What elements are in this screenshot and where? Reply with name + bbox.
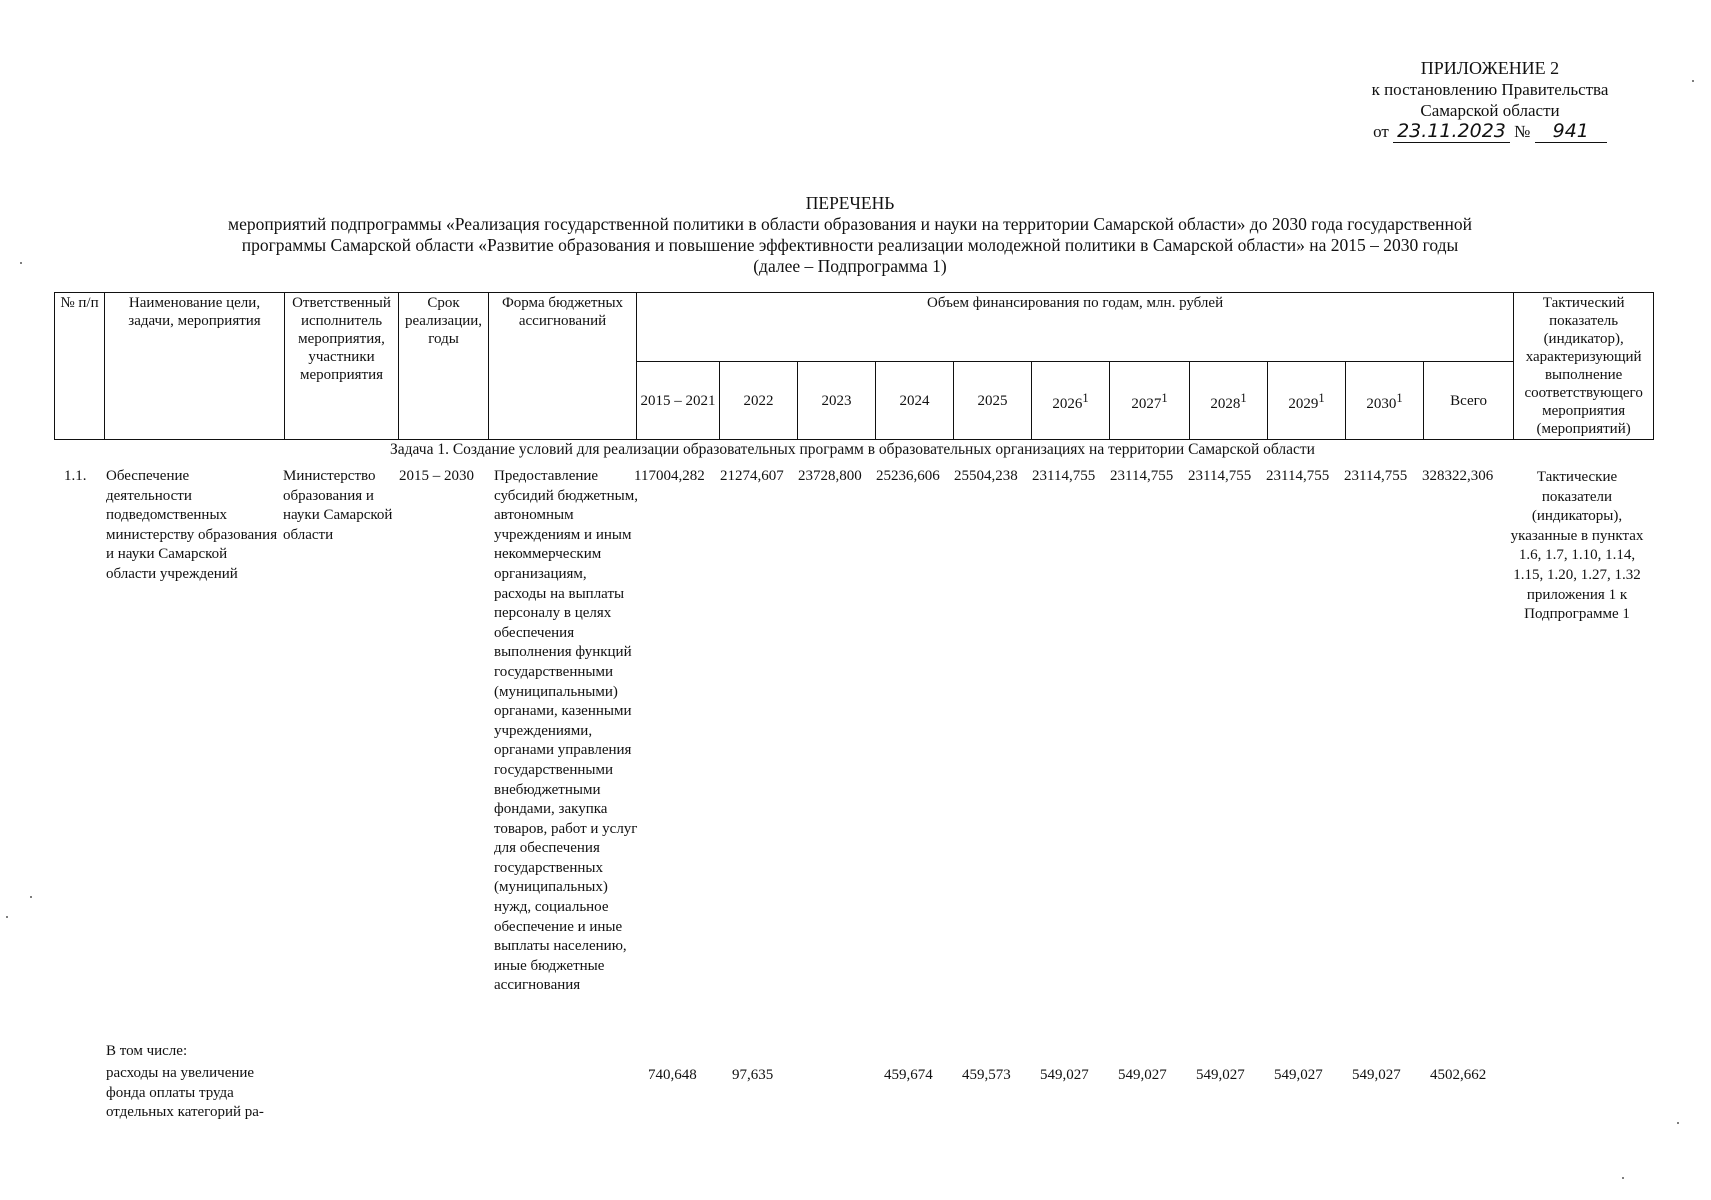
appendix-title: ПРИЛОЖЕНИЕ 2 (1420, 58, 1560, 78)
subrow-value-2030: 549,027 (1352, 1067, 1401, 1083)
row-value-2028: 23114,755 (1188, 468, 1252, 484)
document-subtitle-1: мероприятий подпрограммы «Реализация государственной политики в области образования и науки на территории Самарской области» до 2030 года государственной (228, 214, 1472, 234)
scan-speck (1622, 1177, 1624, 1179)
header-col-form: Форма бюджетных ассигнований (489, 293, 637, 440)
footnote-mark: 1 (1082, 390, 1089, 405)
subrow-value-total: 4502,662 (1430, 1067, 1487, 1083)
subrow-value-2024: 459,674 (884, 1067, 933, 1083)
row-value-2025: 25504,238 (954, 468, 1018, 484)
header-year-2027: 2027$^1$ (1110, 362, 1190, 440)
task-title: Задача 1. Создание условий для реализации образовательных программ в образовательных организациях на территории Самарской области (390, 441, 1315, 458)
row-indicator: Тактические показатели (индикаторы), указанные в пунктах 1.6, 1.7, 1.10, 1.14, 1.15, 1.20, 1.27, 1.32 приложения 1 к Подпрограмме 1 (1510, 469, 1644, 623)
row-executor: Министерство образования и науки Самарской области (283, 468, 393, 543)
header-year-2029: 2029$^1$ (1268, 362, 1346, 440)
header-col-name: Наименование цели, задачи, мероприятия (105, 293, 285, 440)
document-subtitle-3: (далее – Подпрограмма 1) (753, 256, 947, 276)
appendix-date-line (1300, 121, 1680, 142)
header-year-2028: 2028$^1$ (1190, 362, 1268, 440)
footnote-mark: 1 (1318, 390, 1325, 405)
row-form: Предоставление субсидий бюджетным, автономным учреждениям и иным некоммерческим организациям, расходы на выплаты персоналу в целях обеспечения выполнения функций государственными (муниципальными) органами, казенными учреждениями, органами управления государственными внебюджетными фондами, закупка товаров, работ и услуг для обеспечения государственных (муниципальных) нужд, социальное обеспечение и иные выплаты населению, иные бюджетные ассигнования (494, 468, 638, 994)
row-value-2029: 23114,755 (1266, 468, 1330, 484)
row-term: 2015 – 2030 (399, 468, 474, 484)
subrow-value-2026: 549,027 (1040, 1067, 1089, 1083)
header-year-2023: 2023 (798, 362, 876, 440)
appendix-block (1300, 58, 1680, 142)
decree-number: 941 (1535, 120, 1607, 143)
footnote-mark: 1 (1396, 390, 1403, 405)
header-year-2030: 2030$^1$ (1346, 362, 1424, 440)
subrow-name: расходы на увеличение фонда оплаты труда отдельных категорий ра- (106, 1065, 264, 1121)
appendix-line-1: к постановлению Правительства (1371, 80, 1609, 99)
scan-speck (1692, 80, 1694, 82)
scan-speck (6, 916, 8, 918)
header-year-2024: 2024 (876, 362, 954, 440)
number-prefix: № (1514, 122, 1531, 141)
row-name: Обеспечение деятельности подведомственных министерству образования и науки Самарской области учреждений (106, 468, 278, 582)
header-year-2015-2021: 2015 – 2021 (637, 362, 720, 440)
document-subtitle-2: программы Самарской области «Развитие образования и повышение эффективности реализации молодежной политики в Самарской области» на 2015 – 2030 годы (241, 235, 1459, 255)
table-header (54, 292, 1654, 440)
row-value-2030: 23114,755 (1344, 468, 1408, 484)
header-col-indicator: Тактический показатель (индикатор), характеризующий выполнение соответствующего мероприятия (мероприятий) (1514, 293, 1654, 440)
header-col-term: Срок реализации, годы (399, 293, 489, 440)
scan-speck (20, 262, 22, 264)
header-col-executor: Ответственный исполнитель мероприятия, участники мероприятия (285, 293, 399, 440)
subrow-value-2015-2021: 740,648 (648, 1067, 697, 1083)
row-value-2027: 23114,755 (1110, 468, 1174, 484)
footnote-mark: 1 (1240, 390, 1247, 405)
including-label: В том числе: (106, 1043, 188, 1059)
row-value-2024: 25236,606 (876, 468, 940, 484)
date-prefix: от (1373, 122, 1389, 141)
header-year-2022: 2022 (720, 362, 798, 440)
subrow-value-2028: 549,027 (1196, 1067, 1245, 1083)
scan-speck (30, 896, 32, 898)
row-number: 1.1. (64, 468, 87, 484)
document-header (100, 193, 1600, 277)
header-year-2026: 2026$^1$ (1032, 362, 1110, 440)
row-value-total: 328322,306 (1422, 468, 1494, 484)
header-col-volume: Объем финансирования по годам, млн. рублей (637, 293, 1514, 362)
row-value-2015-2021: 117004,282 (634, 468, 705, 484)
scan-speck (1677, 1122, 1679, 1124)
subrow-value-2027: 549,027 (1118, 1067, 1167, 1083)
appendix-line-2: Самарской области (1420, 101, 1560, 120)
header-total: Всего (1424, 362, 1514, 440)
decree-date: 23.11.2023 (1393, 120, 1510, 143)
subrow-value-2025: 459,573 (962, 1067, 1011, 1083)
row-value-2022: 21274,607 (720, 468, 784, 484)
document-title: ПЕРЕЧЕНЬ (805, 193, 895, 213)
subrow-value-2029: 549,027 (1274, 1067, 1323, 1083)
header-col-num: № п/п (55, 293, 105, 440)
subrow-value-2022: 97,635 (732, 1067, 774, 1083)
footnote-mark: 1 (1161, 390, 1168, 405)
row-value-2023: 23728,800 (798, 468, 862, 484)
row-value-2026: 23114,755 (1032, 468, 1096, 484)
header-year-2025: 2025 (954, 362, 1032, 440)
